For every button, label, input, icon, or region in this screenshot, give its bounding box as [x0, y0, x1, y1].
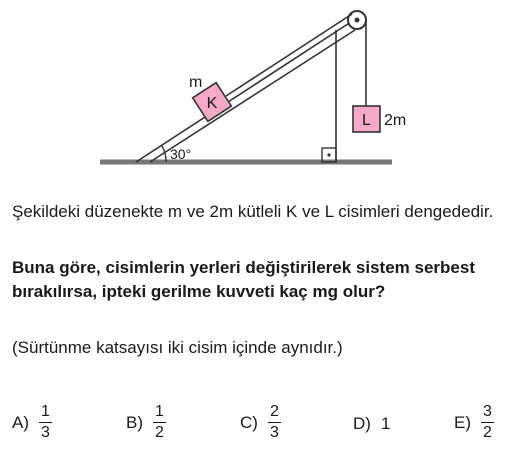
- rope-incline: [226, 14, 352, 96]
- option-d[interactable]: [353, 414, 390, 434]
- problem-statement: Şekildeki düzenekte m ve 2m kütleli K ve L cisimleri dengededir.: [12, 202, 494, 221]
- question-text: Buna göre, cisimlerin yerleri değiştirilerek sistem serbest bırakılırsa, ipteki gerilme kuvveti kaç mg olur?: [12, 258, 475, 301]
- angle-label: 30°: [170, 146, 192, 162]
- block-k-label: K: [206, 95, 218, 112]
- option-a[interactable]: [12, 402, 52, 443]
- option-b[interactable]: [126, 402, 166, 443]
- incline-surface-inner: [150, 30, 355, 162]
- option-d-value: 1: [380, 414, 391, 433]
- option-e-numerator: 3: [481, 402, 494, 423]
- option-b-label: B): [126, 412, 143, 432]
- option-b-denominator: 2: [155, 424, 164, 441]
- incline-surface: [136, 18, 357, 162]
- block-l-mass: 2m: [384, 112, 407, 129]
- friction-note: (Sürtünme katsayısı iki cisim içinde aynıdır.): [12, 338, 343, 357]
- option-c[interactable]: [240, 402, 281, 443]
- option-a-numerator: 1: [39, 402, 52, 423]
- option-e-label: E): [454, 412, 471, 432]
- option-b-numerator: 1: [153, 402, 166, 423]
- option-d-label: D): [353, 414, 371, 433]
- option-a-label: A): [12, 412, 29, 432]
- block-k-mass: m: [189, 74, 203, 91]
- option-a-fraction: [39, 402, 52, 443]
- option-e-denominator: 2: [483, 424, 492, 441]
- option-c-numerator: 2: [268, 402, 281, 423]
- option-b-fraction: [153, 402, 166, 443]
- incline-pulley-diagram: [0, 0, 523, 185]
- pulley-axle: [355, 18, 360, 23]
- right-angle-dot: [327, 153, 330, 156]
- option-a-denominator: 3: [41, 424, 50, 441]
- block-l-label: L: [362, 112, 371, 129]
- option-c-label: C): [240, 412, 258, 432]
- option-e-fraction: [481, 402, 494, 443]
- option-c-fraction: [268, 402, 281, 443]
- option-e[interactable]: [454, 402, 494, 443]
- option-c-denominator: 3: [269, 424, 279, 441]
